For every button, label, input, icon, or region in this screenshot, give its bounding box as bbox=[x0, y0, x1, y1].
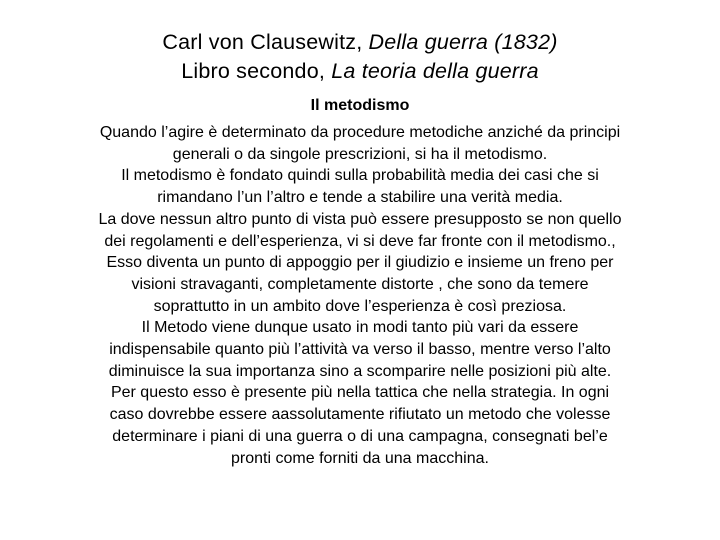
text-line: generali o da singole prescrizioni, si ha il metodismo. bbox=[172, 145, 548, 163]
text-line: rimandano l’un l’altro e tende a stabilire una verità media. bbox=[157, 189, 563, 207]
title-line-2 bbox=[0, 57, 720, 86]
title-book: Libro secondo, bbox=[181, 59, 332, 83]
title-line-1 bbox=[0, 28, 720, 57]
body-text bbox=[0, 122, 720, 469]
text-line: Esso diventa un punto di appoggio per il giudizio e insieme un freno per bbox=[106, 254, 614, 272]
text-line: Per questo esso è presente più nella tattica che nella strategia. In ogni bbox=[110, 384, 610, 402]
paragraph-2 bbox=[0, 165, 720, 208]
text-line: Quando l’agire è determinato da procedure metodiche anziché da principi bbox=[99, 124, 621, 141]
paragraph-1 bbox=[0, 122, 720, 165]
section-heading: Il metodismo bbox=[310, 97, 410, 114]
text-line: pronti come forniti da una macchina. bbox=[231, 449, 489, 467]
text-line: dei regolamenti e dell’esperienza, vi si deve far fronte con il metodismo., bbox=[104, 232, 616, 250]
slide-title bbox=[0, 28, 720, 86]
text-line: La dove nessun altro punto di vista può essere presupposto se non quello bbox=[98, 210, 622, 228]
text-line: indispensabile quanto più l’attività va verso il basso, mentre verso l’alto bbox=[109, 341, 611, 359]
text-line: determinare i piani di una guerra o di una campagna, consegnati bel’e bbox=[112, 427, 608, 445]
text-line: diminuisce la sua importanza sino a scomparire nelle posizioni più alte. bbox=[108, 362, 612, 380]
title-author: Carl von Clausewitz, bbox=[162, 30, 369, 54]
text-line: Il metodismo è fondato quindi sulla probabilità media dei casi che si bbox=[121, 167, 599, 185]
title-work: Della guerra (1832) bbox=[368, 30, 558, 54]
paragraph-4 bbox=[0, 317, 720, 469]
paragraph-3 bbox=[0, 209, 720, 318]
text-line: caso dovrebbe essere aassolutamente rifiutato un metodo che volesse bbox=[109, 406, 611, 424]
text-line: visioni stravaganti, completamente distorte , che sono da temere bbox=[131, 275, 589, 293]
text-line: soprattutto in un ambito dove l’esperienza è così preziosa. bbox=[153, 297, 567, 315]
text-line: Il Metodo viene dunque usato in modi tanto più vari da essere bbox=[141, 319, 579, 337]
title-book-title: La teoria della guerra bbox=[331, 59, 539, 83]
